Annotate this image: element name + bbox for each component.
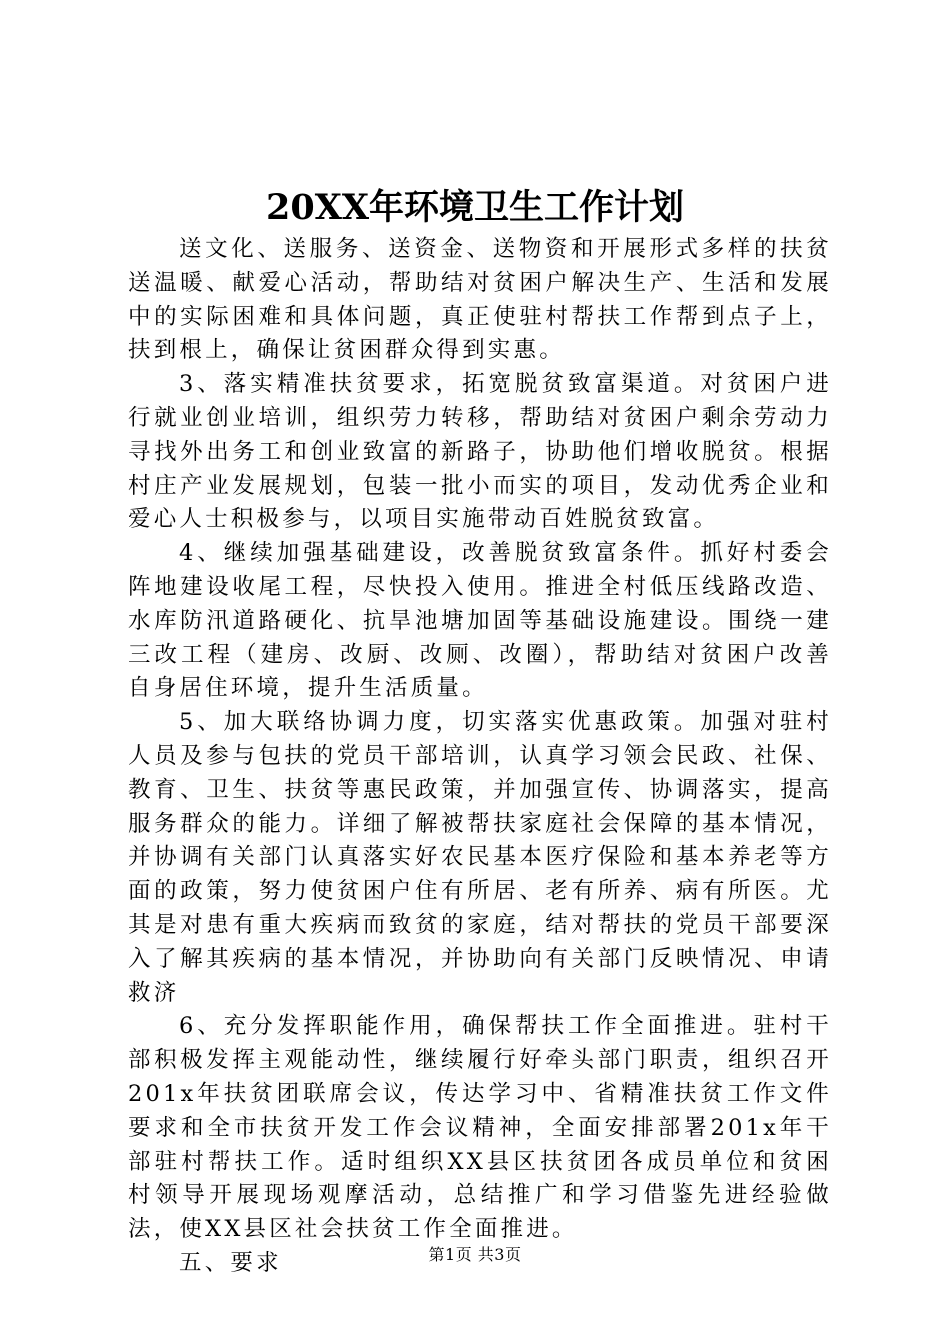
paragraph-intro: 送文化、送服务、送资金、送物资和开展形式多样的扶贫送温暖、献爱心活动，帮助结对贫困户解决生产、生活和发展中的实际困难和具体问题，真正使驻村帮扶工作帮到点子上，扶到根上，确保让贫困群众得到实惠。 [128, 236, 832, 364]
paragraph-item-4: 4、继续加强基础建设，改善脱贫致富条件。抓好村委会阵地建设收尾工程，尽快投入使用。推进全村低压线路改造、水库防汛道路硬化、抗旱池塘加固等基础设施建设。围绕一建三改工程（建房、改厨、改厕、改圈），帮助结对贫困户改善自身居住环境，提升生活质量。 [128, 540, 832, 702]
paragraph-item-5: 5、加大联络协调力度，切实落实优惠政策。加强对驻村人员及参与包扶的党员干部培训，认真学习领会民政、社保、教育、卫生、扶贫等惠民政策，并加强宣传、协调落实，提高服务群众的能力。详细了解被帮扶家庭社会保障的基本情况，并协调有关部门认真落实好农民基本医疗保险和基本养老等方面的政策，努力使贫困户住有所居、老有所养、病有所医。尤其是对患有重大疾病而致贫的家庭，结对帮扶的党员干部要深入了解其疾病的基本情况，并协助向有关部门反映情况、申请救济 [128, 709, 832, 1006]
paragraph-item-6: 6、充分发挥职能作用，确保帮扶工作全面推进。驻村干部积极发挥主观能动性，继续履行好牵头部门职责，组织召开201x年扶贫团联席会议，传达学习中、省精准扶贫工作文件要求和全市扶贫开发工作会议精神，全面安排部署201x年干部驻村帮扶工作。适时组织XX县区扶贫团各成员单位和贫困村领导开展现场观摩活动，总结推广和学习借鉴先进经验做法，使XX县区社会扶贫工作全面推进。 [128, 1013, 832, 1243]
page-number-footer: 第1页 共3页 [428, 1245, 522, 1264]
document-body [128, 233, 832, 1281]
document-title: 20XX年环境卫生工作计划 [265, 187, 685, 228]
section-heading-requirements: 五、要求 [179, 1249, 282, 1276]
paragraph-item-3: 3、落实精准扶贫要求，拓宽脱贫致富渠道。对贫困户进行就业创业培训，组织劳力转移，帮助结对贫困户剩余劳动力寻找外出务工和创业致富的新路子，协助他们增收脱贫。根据村庄产业发展规划，包装一批小而实的项目，发动优秀企业和爱心人士积极参与，以项目实施带动百姓脱贫致富。 [128, 371, 832, 533]
